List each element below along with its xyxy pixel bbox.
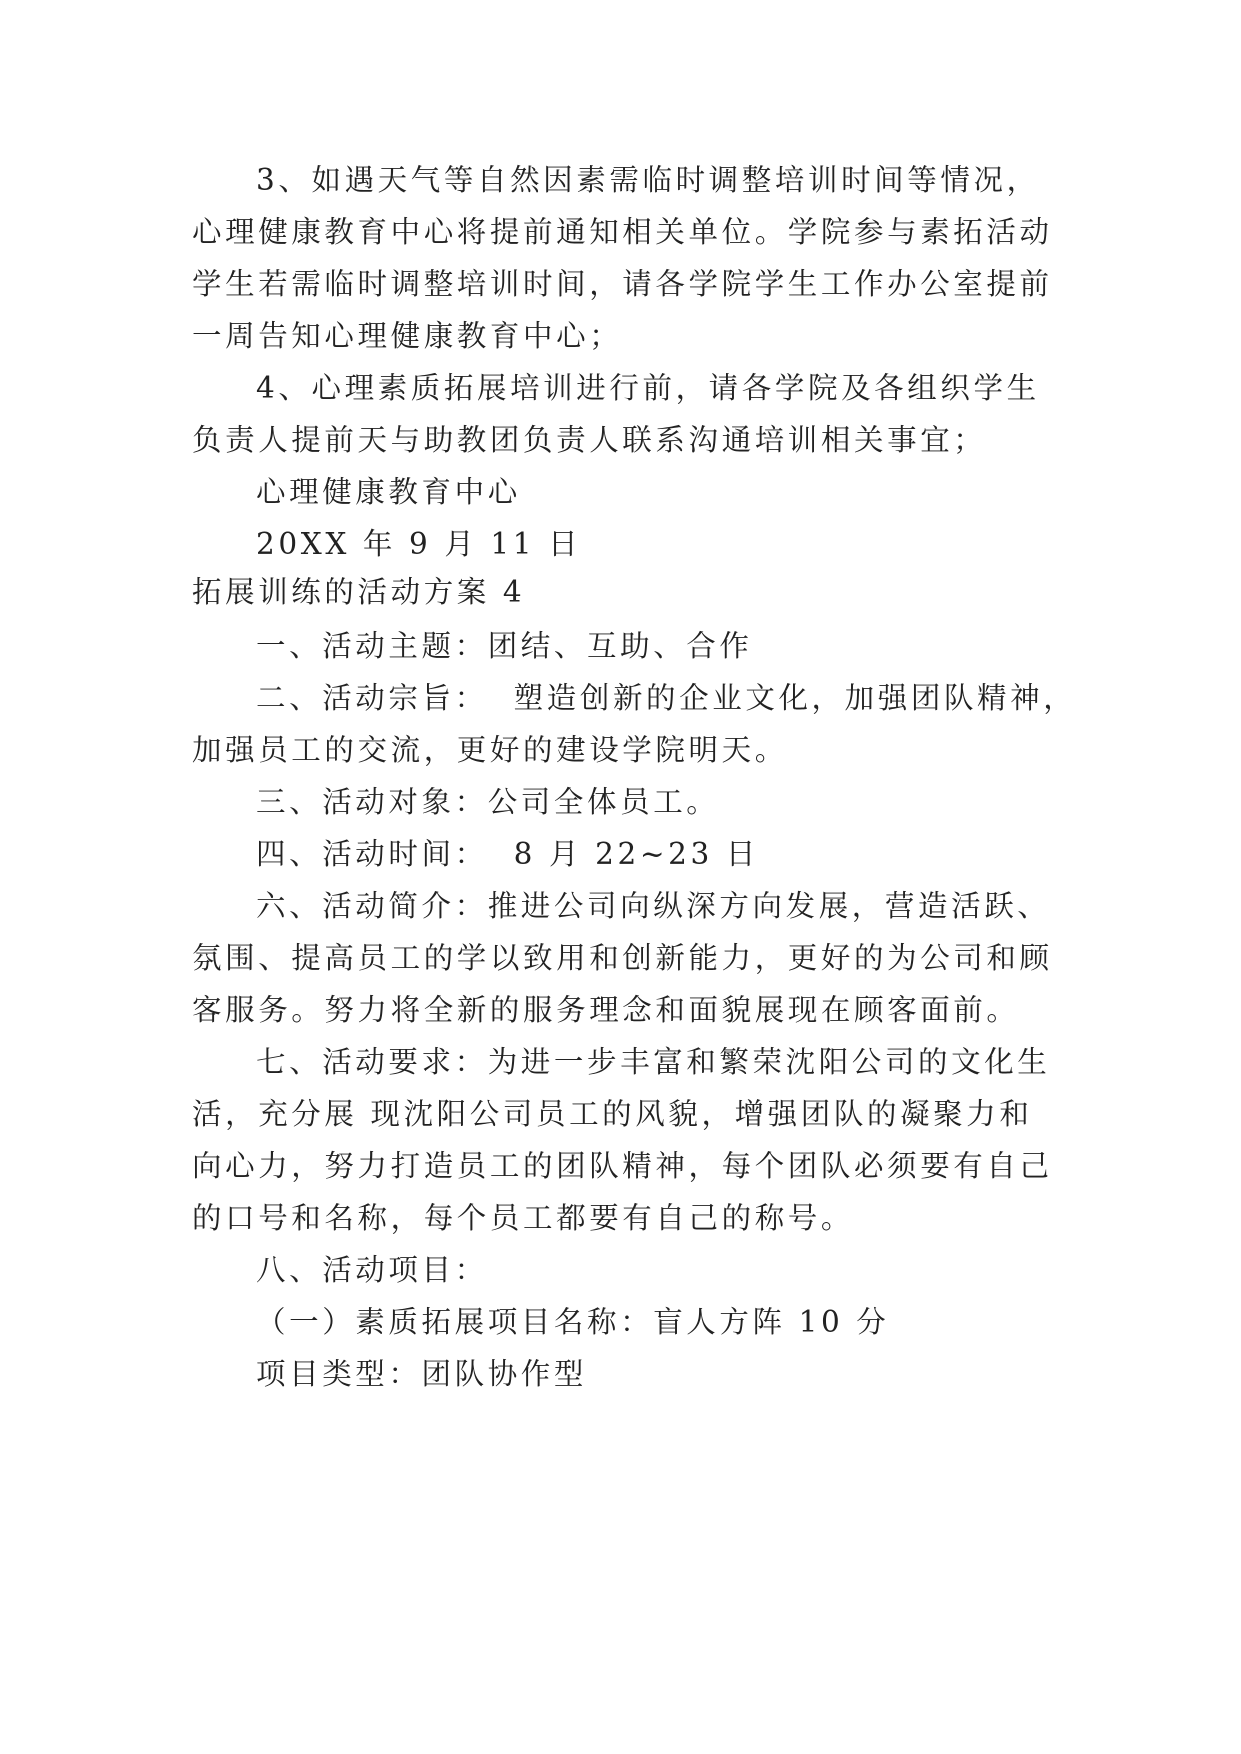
paragraph-line: 八、活动项目： [256,1253,488,1287]
signature-org: 心理健康教育中心 [256,475,521,509]
paragraph-line: 氛围、提高员工的学以致用和创新能力，更好的为公司和顾 [192,941,1053,975]
paragraph-line: 四、活动时间： 8 月 22~23 日 [256,837,759,871]
paragraph-line: 项目类型：团队协作型 [256,1357,588,1391]
paragraph-line: 负责人提前天与助教团负责人联系沟通培训相关事宜； [192,423,987,457]
signature-date: 20XX 年 9 月 11 日 [256,527,582,561]
paragraph-line: 七、活动要求：为进一步丰富和繁荣沈阳公司的文化生 [256,1045,1051,1079]
paragraph-line: 一周告知心理健康教育中心； [192,319,623,353]
paragraph-line: 客服务。努力将全新的服务理念和面貌展现在顾客面前。 [192,993,1020,1027]
paragraph-line: 心理健康教育中心将提前通知相关单位。学院参与素拓活动 [192,215,1053,249]
paragraph-line: 4、心理素质拓展培训进行前，请各学院及各组织学生 [256,371,1040,405]
paragraph-line: （一）素质拓展项目名称：盲人方阵 10 分 [256,1305,890,1339]
paragraph-line: 加强员工的交流，更好的建设学院明天。 [192,733,788,767]
paragraph-line: 活，充分展 现沈阳公司员工的风貌，增强团队的凝聚力和 [192,1097,1033,1131]
paragraph-line: 三、活动对象：公司全体员工。 [256,785,720,819]
paragraph-line: 二、活动宗旨： 塑造创新的企业文化，加强团队精神， [256,681,1077,715]
paragraph-line: 的口号和名称，每个员工都要有自己的称号。 [192,1201,855,1235]
section-heading: 拓展训练的活动方案 4 [192,575,526,609]
paragraph-line: 六、活动简介：推进公司向纵深方向发展，营造活跃、 [256,889,1051,923]
paragraph-line: 向心力，努力打造员工的团队精神，每个团队必须要有自己 [192,1149,1053,1183]
paragraph-line: 一、活动主题：团结、互助、合作 [256,629,753,663]
paragraph-line: 学生若需临时调整培训时间，请各学院学生工作办公室提前 [192,267,1053,301]
paragraph-line: 3、如遇天气等自然因素需临时调整培训时间等情况， [256,163,1040,197]
